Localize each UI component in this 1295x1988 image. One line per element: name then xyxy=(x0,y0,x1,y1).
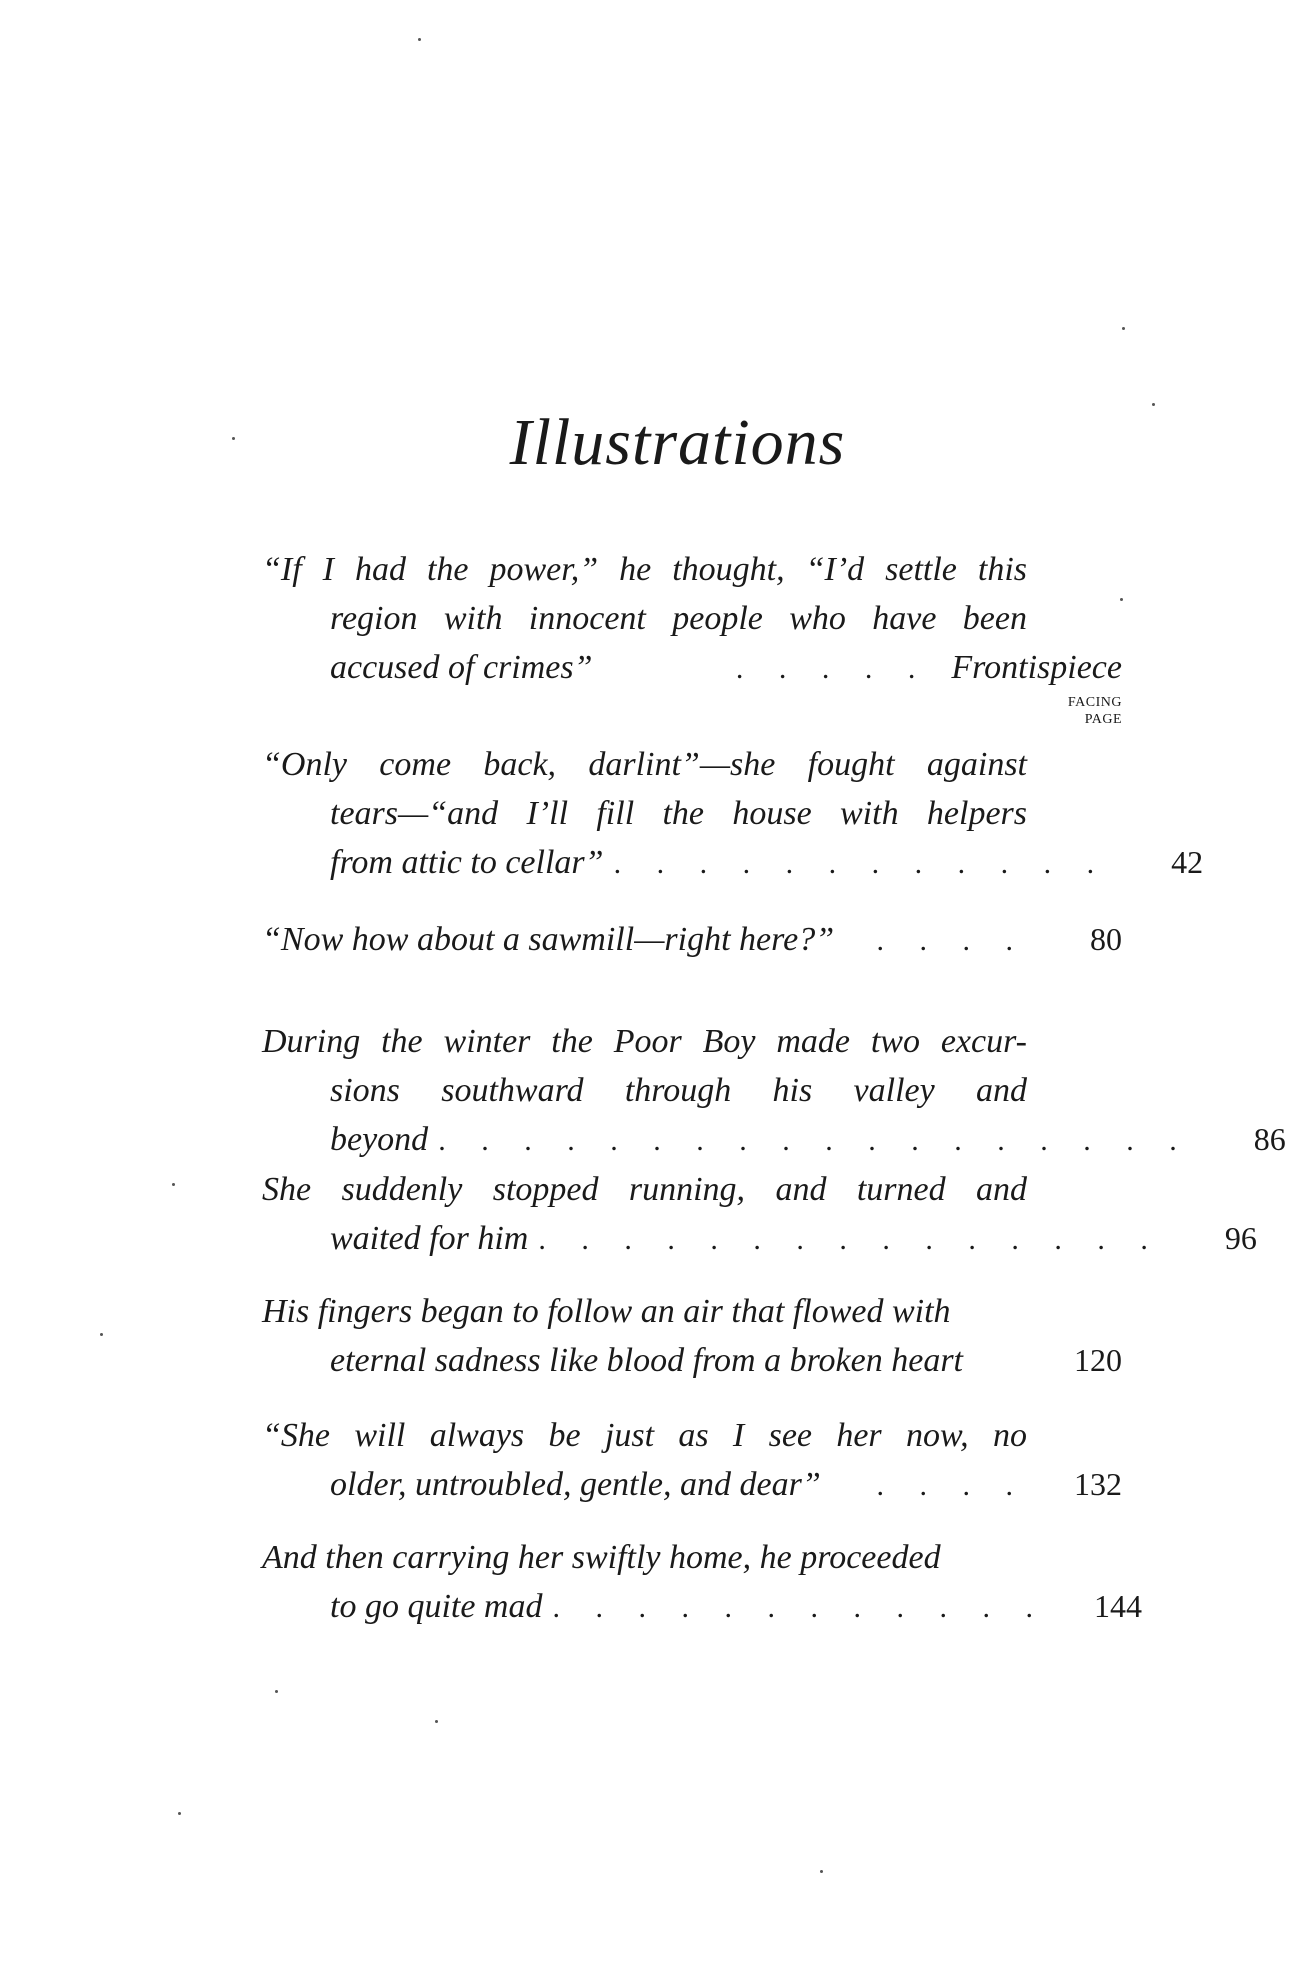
entry-text: beyond xyxy=(330,1121,429,1158)
entry-last-line xyxy=(262,1460,1122,1509)
dot-leader: . . . . xyxy=(876,1469,1027,1502)
list-item xyxy=(262,740,1204,887)
list-item xyxy=(262,915,1122,964)
dot-leader: . . . . . . . . . . . . . . . xyxy=(538,1223,1162,1256)
scan-speck xyxy=(100,1333,103,1336)
entry-last-line xyxy=(262,1336,1122,1385)
entry-last-line xyxy=(262,838,1204,887)
page-number: 144 xyxy=(1093,1588,1142,1624)
scan-speck xyxy=(1152,403,1155,406)
scan-speck xyxy=(275,1690,278,1693)
page-title: Illustrations xyxy=(509,406,846,479)
facing-label-line1: FACING xyxy=(1067,695,1122,710)
page-number: 42 xyxy=(1171,844,1204,880)
page-number: 120 xyxy=(1074,1342,1122,1378)
facing-page-label xyxy=(1020,694,1122,728)
entry-last-line xyxy=(262,915,1122,964)
entry-last-line xyxy=(262,643,1122,692)
entry-line: “Only come back, darlint”—she fought against xyxy=(262,746,1027,783)
entry-last-line xyxy=(262,1214,1257,1263)
list-item xyxy=(262,1411,1122,1509)
scan-speck xyxy=(172,1183,175,1186)
entry-text: “Now how about a sawmill—right here?” xyxy=(262,921,835,958)
entry-line: tears—“and I’ll fill the house with helpers xyxy=(330,795,1027,832)
entry-text: eternal sadness like blood from a broken heart xyxy=(330,1342,964,1379)
entry-text: accused of crimes” xyxy=(330,649,593,686)
dot-leader: . . . . . xyxy=(735,652,930,685)
entry-line: And then carrying her swiftly home, he proceeded xyxy=(262,1539,941,1576)
page-number: 96 xyxy=(1224,1220,1257,1256)
entry-line: “If I had the power,” he thought, “I’d settle this xyxy=(262,551,1027,588)
scan-speck xyxy=(820,1870,823,1873)
dot-leader: . . . . . . . . . . . . xyxy=(552,1591,1047,1624)
list-item xyxy=(262,1017,1286,1164)
scan-speck xyxy=(1122,327,1125,330)
entry-text: from attic to cellar” xyxy=(330,844,604,881)
dot-leader: . . . . xyxy=(876,924,1027,957)
facing-label-line2: PAGE xyxy=(1084,712,1122,727)
entry-last-line xyxy=(262,1582,1142,1631)
page-number: 86 xyxy=(1253,1121,1286,1157)
list-item xyxy=(262,545,1122,692)
scan-speck xyxy=(178,1812,181,1815)
entry-text: to go quite mad xyxy=(330,1588,543,1625)
scan-speck xyxy=(232,437,235,440)
entry-line: “She will always be just as I see her now, no xyxy=(262,1417,1027,1454)
entry-line: region with innocent people who have been xyxy=(330,600,1027,637)
list-item xyxy=(262,1533,1142,1631)
entry-line: sions southward through his valley and xyxy=(330,1072,1027,1109)
entry-line: She suddenly stopped running, and turned and xyxy=(262,1171,1027,1208)
entry-line: His fingers began to follow an air that flowed with xyxy=(262,1293,951,1330)
dot-leader: . . . . . . . . . . . . . . . . . . xyxy=(438,1124,1191,1157)
entry-text: older, untroubled, gentle, and dear” xyxy=(330,1466,821,1503)
dot-leader: . . . . . . . . . . . . xyxy=(613,847,1109,880)
scan-speck xyxy=(435,1720,438,1723)
entry-last-line xyxy=(262,1115,1286,1164)
entry-line: During the winter the Poor Boy made two excur- xyxy=(262,1023,1027,1060)
page-number: 80 xyxy=(1090,921,1122,957)
list-item xyxy=(262,1165,1257,1263)
list-item xyxy=(262,1287,1122,1385)
page-number: Frontispiece xyxy=(951,649,1122,686)
scan-speck xyxy=(1120,598,1123,601)
scan-speck xyxy=(418,38,421,41)
entry-text: waited for him xyxy=(330,1220,529,1257)
page-number: 132 xyxy=(1074,1466,1122,1502)
